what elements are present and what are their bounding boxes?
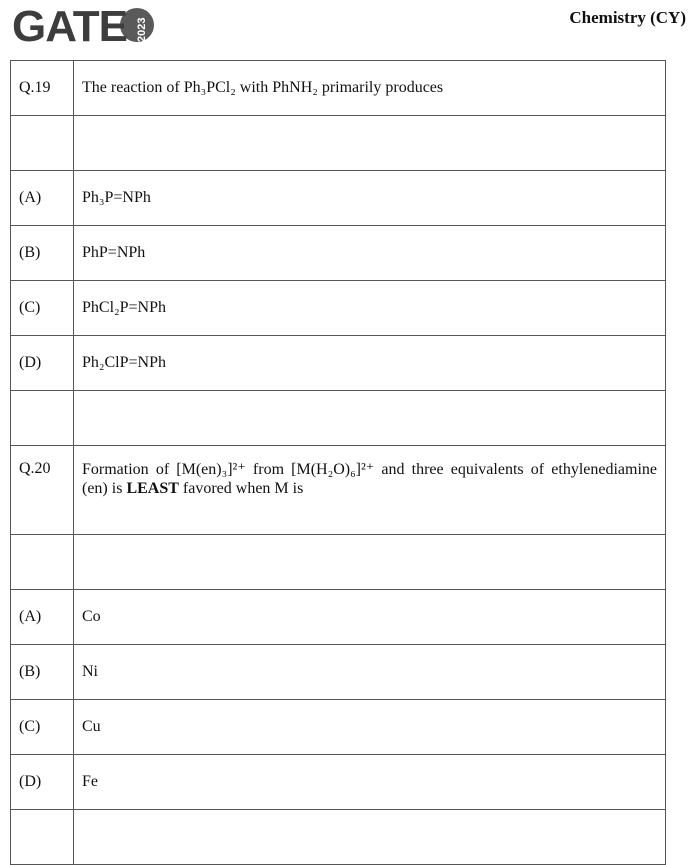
option-label: (C): [11, 700, 74, 755]
option-row: [11, 171, 666, 226]
page-header: [0, 0, 700, 60]
blank-row: [11, 810, 666, 865]
option-text: Ni: [74, 645, 666, 700]
stem-text: favored when M is: [178, 480, 304, 497]
question-row: [11, 61, 666, 116]
option-text: Co: [74, 590, 666, 645]
option-text: Ph₃P=NPh: [74, 171, 666, 226]
option-text: Cu: [74, 700, 666, 755]
option-row: [11, 590, 666, 645]
option-text: Ph₂ClP=NPh: [74, 336, 666, 391]
option-row: [11, 281, 666, 336]
option-row: [11, 755, 666, 810]
logo-year: 2023: [136, 17, 148, 42]
blank-row: [11, 116, 666, 171]
option-text: PhCl₂P=NPh: [74, 281, 666, 336]
question-table: [10, 60, 666, 865]
question-number: Q.20: [11, 446, 74, 535]
option-row: [11, 700, 666, 755]
option-label: (B): [11, 226, 74, 281]
option-text: Fe: [74, 755, 666, 810]
option-label: (D): [11, 755, 74, 810]
option-label: (A): [11, 590, 74, 645]
option-row: [11, 336, 666, 391]
stem-emphasis: LEAST: [126, 480, 179, 497]
question-stem: The reaction of Ph₃PCl₂ with PhNH₂ primarily produces: [74, 61, 666, 116]
question-row: [11, 446, 666, 535]
stem-text: Formation of [M(en)₃]²⁺ from [M(H₂O)₆]²⁺ and three equivalents of ethylenediamine (en) is: [82, 461, 657, 497]
option-label: (B): [11, 645, 74, 700]
subject-title: Chemistry (CY): [569, 8, 686, 27]
option-label: (C): [11, 281, 74, 336]
gate-logo: [12, 2, 162, 52]
question-number: Q.19: [11, 61, 74, 116]
question-stem: [74, 446, 666, 535]
option-text: PhP=NPh: [74, 226, 666, 281]
option-label: (A): [11, 171, 74, 226]
logo-text: GATE: [12, 2, 127, 51]
option-row: [11, 226, 666, 281]
blank-row: [11, 391, 666, 446]
option-row: [11, 645, 666, 700]
blank-row: [11, 535, 666, 590]
option-label: (D): [11, 336, 74, 391]
